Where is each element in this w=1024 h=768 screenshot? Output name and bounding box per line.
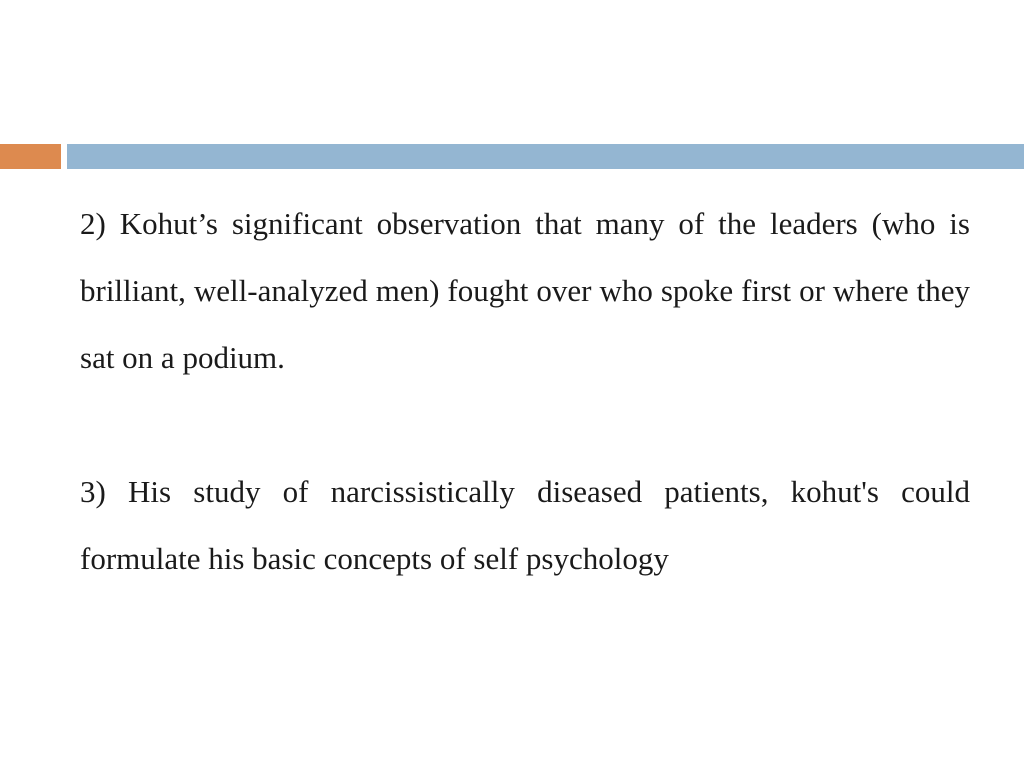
paragraph-study: 3) His study of narcissistically diseased patients, kohut's could formulate his basic concepts of self psychology	[80, 474, 970, 576]
paragraph-observation: 2) Kohut’s significant observation that many of the leaders (who is brilliant, well-analyzed men) fought over who spoke first or where they sat on a podium.	[80, 206, 970, 375]
accent-bar-orange	[0, 144, 61, 169]
accent-bar-blue	[67, 144, 1024, 169]
slide-body	[80, 190, 970, 592]
